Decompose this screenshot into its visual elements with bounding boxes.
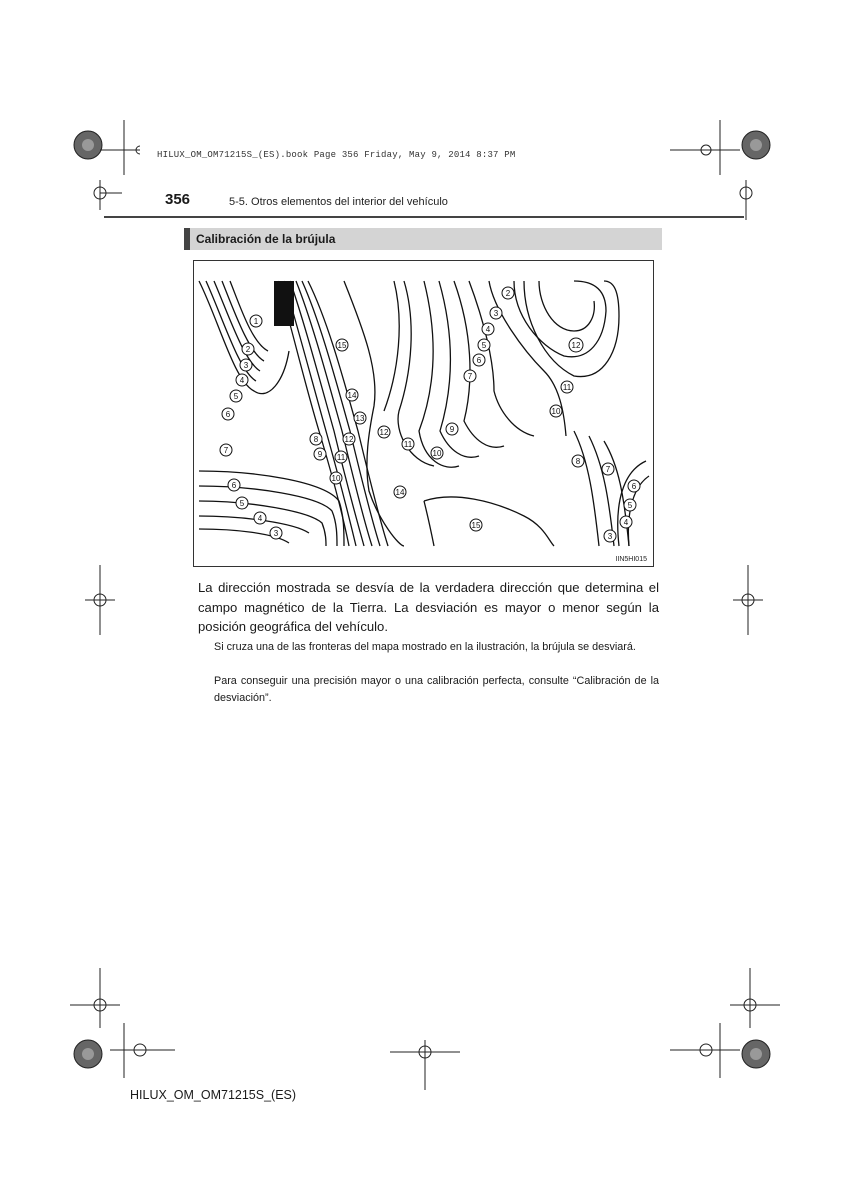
zone-label: 5 <box>481 341 487 350</box>
zone-label: 7 <box>605 465 611 474</box>
zone-label: 4 <box>623 518 629 527</box>
zone-label: 6 <box>476 356 482 365</box>
zone-label: 3 <box>607 532 613 541</box>
zone-label: 12 <box>571 341 581 350</box>
zone-label: 9 <box>317 450 323 459</box>
zone-label: 3 <box>273 529 279 538</box>
zone-label: 14 <box>347 391 357 400</box>
registration-mark-icon <box>60 968 180 1078</box>
zone-label: 3 <box>493 309 499 318</box>
zone-label: 11 <box>336 453 346 462</box>
zone-label: 15 <box>337 341 347 350</box>
registration-mark-icon <box>670 120 780 230</box>
zone-label: 3 <box>243 361 249 370</box>
zone-label: 4 <box>485 325 491 334</box>
zone-label: 4 <box>257 514 263 523</box>
print-info: HILUX_OM_OM71215S_(ES).book Page 356 Friday, May 9, 2014 8:37 PM <box>157 150 516 160</box>
zone-label: 15 <box>471 521 481 530</box>
registration-mark-icon <box>670 968 780 1078</box>
zone-label: 6 <box>225 410 231 419</box>
zone-label: 2 <box>245 345 251 354</box>
zone-label: 5 <box>239 499 245 508</box>
header-divider <box>104 216 744 218</box>
registration-mark-icon <box>390 1040 460 1090</box>
zone-label: 5 <box>627 501 633 510</box>
zone-label: 11 <box>403 440 413 449</box>
zone-label: 12 <box>379 428 389 437</box>
magnetic-zone-map <box>193 260 654 567</box>
image-id: IIN5HI015 <box>615 556 647 563</box>
footer-code: HILUX_OM_OM71215S_(ES) <box>130 1088 297 1102</box>
section-heading <box>184 228 662 250</box>
zone-map-drawing <box>194 261 653 566</box>
zone-label: 8 <box>575 457 581 466</box>
zone-label: 6 <box>231 481 237 490</box>
zone-label: 10 <box>432 449 442 458</box>
zone-label: 1 <box>253 317 259 326</box>
zone-label: 14 <box>395 488 405 497</box>
zone-label: 7 <box>467 372 473 381</box>
section-heading-text: Calibración de la brújula <box>196 232 336 246</box>
registration-mark-icon <box>85 565 115 635</box>
zone-label: 13 <box>355 414 365 423</box>
note-item: Para conseguir una precisión mayor o una calibración perfecta, consulte “Calibración de la desviación”. <box>214 675 659 704</box>
note-item: Si cruza una de las fronteras del mapa mostrado en la ilustración, la brújula se desviará. <box>214 641 636 653</box>
zone-label: 11 <box>562 383 572 392</box>
zone-label: 8 <box>313 435 319 444</box>
zone-label: 10 <box>331 474 341 483</box>
zone-label: 6 <box>631 482 637 491</box>
zone-label: 2 <box>505 289 511 298</box>
zone-label: 10 <box>551 407 561 416</box>
zone-label: 9 <box>449 425 455 434</box>
page-number: 356 <box>165 191 191 208</box>
section-title: 5-5. Otros elementos del interior del vehículo <box>229 196 448 208</box>
zone-label: 7 <box>223 446 229 455</box>
body-paragraph: La dirección mostrada se desvía de la verdadera dirección que determina el campo magnético de la Tierra. La desviación es mayor o menor según la posición geográfica del vehículo. <box>198 580 659 634</box>
zone-label: 5 <box>233 392 239 401</box>
registration-mark-icon <box>60 120 140 210</box>
registration-mark-icon <box>733 565 763 635</box>
zone-label: 12 <box>344 435 354 444</box>
zone-label: 4 <box>239 376 245 385</box>
